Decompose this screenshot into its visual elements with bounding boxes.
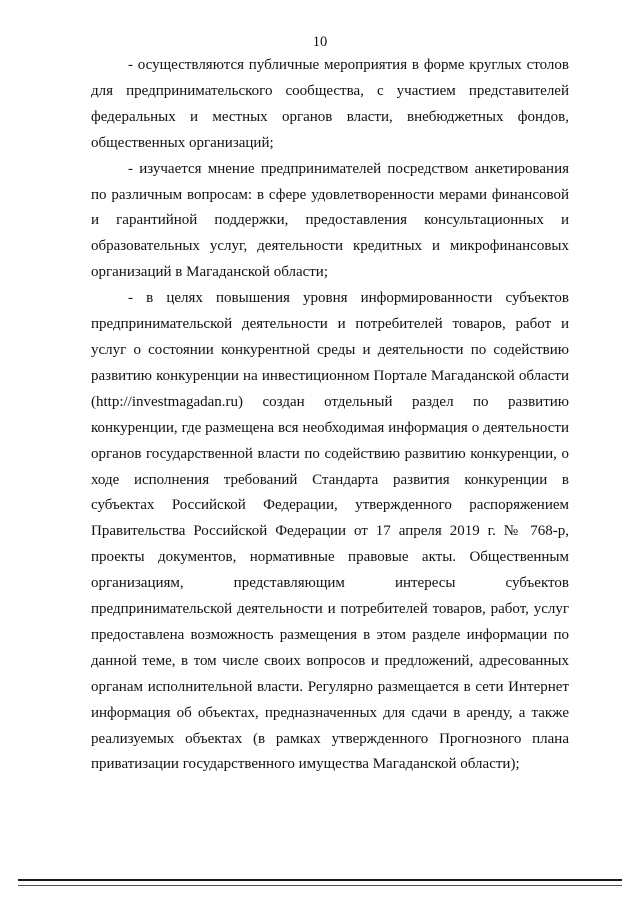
bottom-rule (18, 879, 622, 881)
document-body (91, 53, 569, 778)
bottom-rule-thin (18, 885, 622, 886)
paragraph-round-tables: - осуществляются публичные мероприятия в форме круглых столов для предпринимательского сообщества, с участием представителей федеральных и местных органов власти, внебюджетных фондов, общественных организаций; (91, 57, 569, 151)
paragraph-investment-portal: - в целях повышения уровня информированности субъектов предпринимательской деятельности и потребителей товаров, работ и услуг о состоянии конкурентной среды и деятельности по содействию развитию конкуренции на инвестиционном Портале Магаданской области (http://investmagadan.ru) создан отдельный раздел по развитию конкуренции, где размещена вся необходимая информация о деятельности органов государственной власти по содействию развитию конкуренции, о ходе исполнения требований Стандарта развития конкуренции в субъектах Российской Федерации, утвержденного распоряжением Правительства Российской Федерации от 17 апреля 2019 г. № 768-р, проекты документов, нормативные правовые акты. Общественным организациям, представляющим интересы субъектов предпринимательской деятельности и потребителей товаров, работ, услуг предоставлена возможность размещения в этом разделе информации по данной теме, в том числе своих вопросов и предложений, адресованных органам исполнительной власти. Регулярно размещается в сети Интернет информация об объектах, предназначенных для сдачи в аренду, а также реализуемых объектах (в рамках утвержденного Прогнозного плана приватизации государственного имущества Магаданской области); (91, 290, 569, 773)
paragraph-survey: - изучается мнение предпринимателей посредством анкетирования по различным вопросам: в сфере удовлетворенности мерами финансовой и гарантийной поддержки, предоставления консультационных и образовательных услуг, деятельности кредитных и микрофинансовых организаций в Магаданской области; (91, 160, 569, 281)
page-number: 10 (312, 34, 328, 50)
